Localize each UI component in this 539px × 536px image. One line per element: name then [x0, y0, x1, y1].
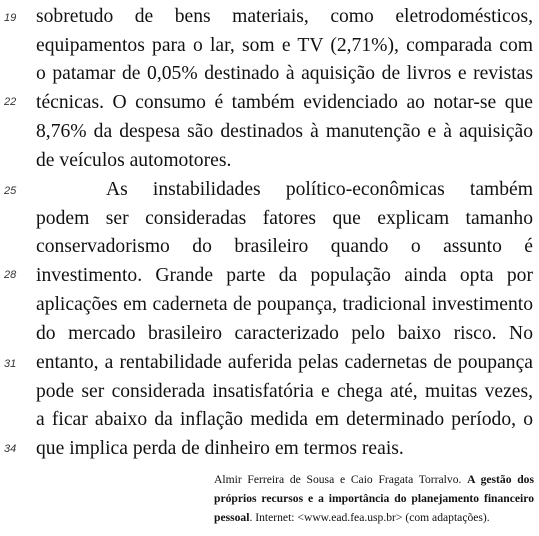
citation-source: . Internet: <www.ead.fea.usp.br> (com adaptações).	[249, 511, 490, 524]
line-number-34: 34	[4, 443, 17, 455]
line-number-22: 22	[4, 96, 17, 108]
text-line: entanto, a rentabilidade auferida pelas cadernetas de poupança	[36, 352, 533, 373]
text-line: pode ser considerada insatisfatória e chega até, muitas vezes,	[36, 381, 533, 402]
line-number-28: 28	[4, 269, 17, 281]
text-line: equipamentos para o lar, som e TV (2,71%), comparada com	[36, 35, 533, 56]
text-line: 8,76% da despesa são destinados à manutenção e à aquisição	[36, 121, 533, 142]
text-line: que implica perda de dinheiro em termos reais.	[36, 438, 404, 459]
text-line: conservadorismo do brasileiro quando o assunto é	[36, 236, 533, 257]
text-line: técnicas. O consumo é também evidenciado ao notar-se que	[36, 92, 533, 113]
source-citation	[214, 470, 534, 527]
text-line: podem ser consideradas fatores que explicam tamanho	[36, 208, 533, 229]
text-line: aplicações em caderneta de poupança, tradicional investimento	[36, 294, 533, 315]
citation-authors: Almir Ferreira de Sousa e Caio Fragata Torralvo.	[214, 473, 468, 486]
line-number-19: 19	[4, 12, 17, 24]
text-line: sobretudo de bens materiais, como eletrodomésticos,	[36, 6, 533, 27]
text-line-indented: As instabilidades político-econômicas também	[106, 179, 533, 200]
text-line: a ficar abaixo da inflação medida em determinado período, o	[36, 409, 533, 430]
text-line: de veículos automotores.	[36, 150, 232, 171]
line-number-25: 25	[4, 185, 17, 197]
citation-title: A gestão dos próprios recursos e a importância do planejamento financeiro pessoal	[214, 473, 534, 524]
text-line: o patamar de 0,05% destinado à aquisição de livros e revistas	[36, 63, 533, 84]
text-line: do mercado brasileiro caracterizado pelo baixo risco. No	[36, 323, 533, 344]
text-line: investimento. Grande parte da população ainda opta por	[36, 265, 533, 286]
line-number-31: 31	[4, 358, 17, 370]
